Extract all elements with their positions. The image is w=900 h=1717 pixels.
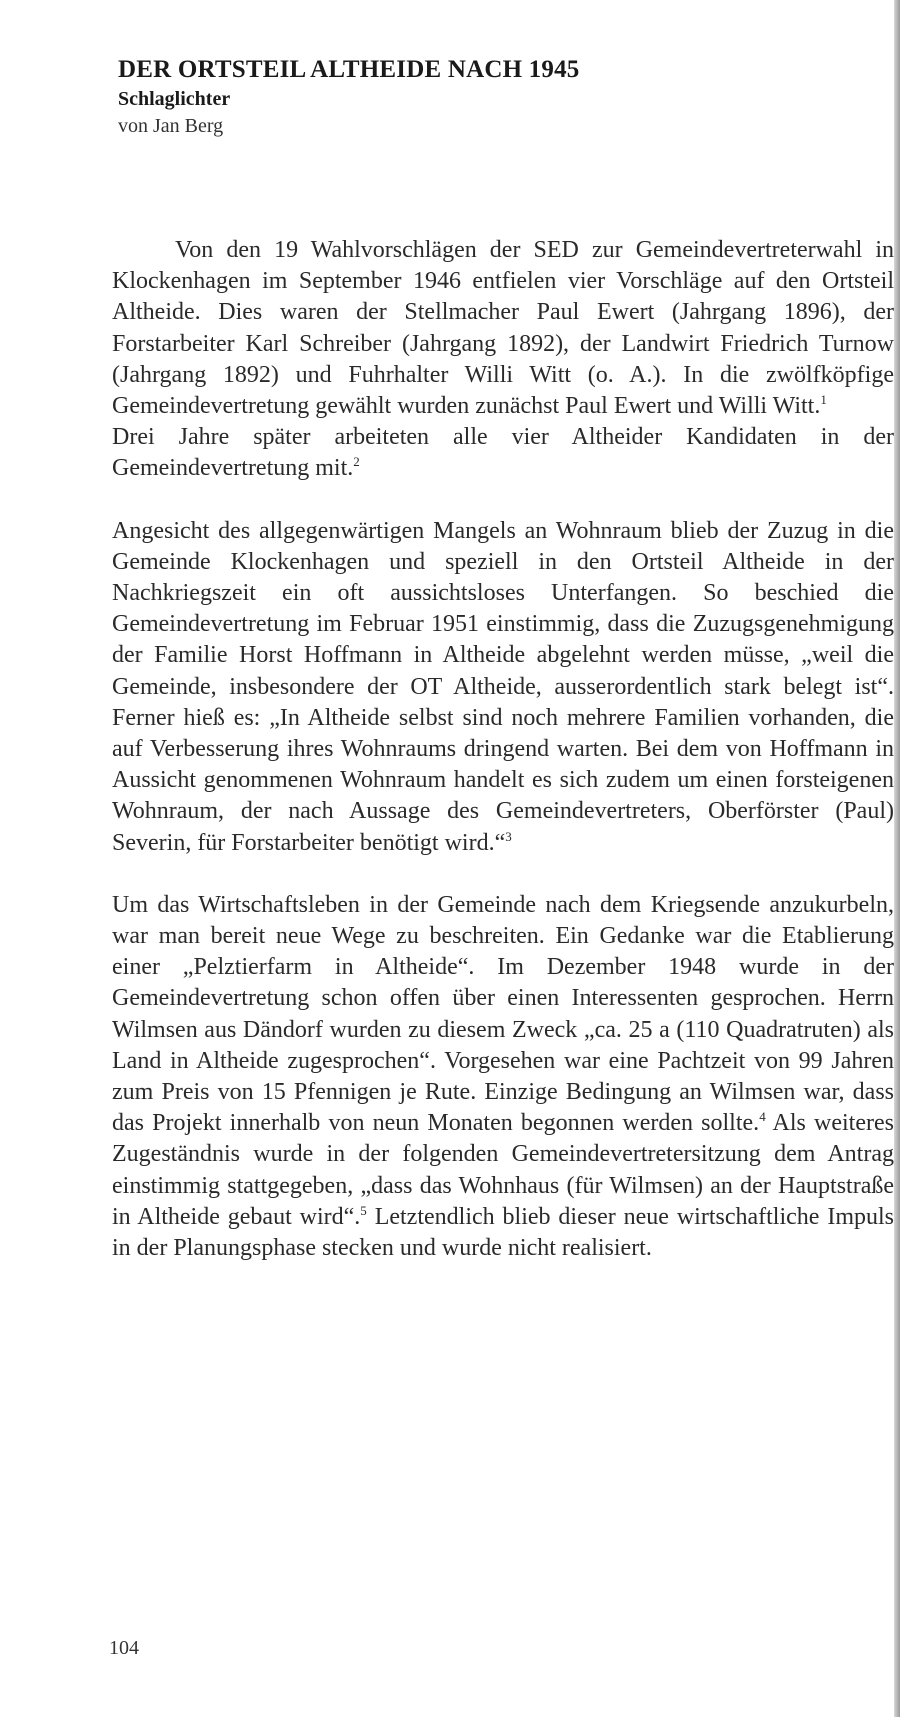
article-body bbox=[112, 235, 894, 1264]
footnote-marker: 5 bbox=[360, 1202, 367, 1218]
paragraph-three-years-later bbox=[112, 422, 894, 484]
page-edge bbox=[894, 0, 900, 1717]
paragraph-text: Angesicht des allgegenwärtigen Mangels an Wohnraum blieb der Zuzug in die Gemeinde Klockenhagen und speziell in den Ortsteil Altheide in der Nachkriegszeit ein oft aussichtsloses Unterfangen. So beschied die Gemeindevertretung im Februar 1951 einstimmig, dass die Zuzugsgenehmigung der Familie Horst Hoffmann in Altheide abgelehnt werden müsse, „weil die Gemeinde, insbesondere der OT Altheide, ausserordentlich stark belegt ist“. Ferner hieß es: „In Altheide selbst sind noch mehrere Familien vorhanden, die auf Verbesserung ihres Wohnraums dringend warten. Bei dem von Hoffmann in Aussicht genommenen Wohnraum handelt es sich zudem um einen forsteigenen Wohnraum, der nach Aussage des Gemeindevertreters, Oberförster (Paul) Severin, für Forstarbeiter benötigt wird.“ bbox=[112, 517, 894, 856]
paragraph-economy bbox=[112, 890, 894, 1264]
article-author: von Jan Berg bbox=[118, 114, 224, 137]
paragraph-text: Als weiteres Zugeständnis wurde in der folgenden Gemeindevertretersitzung dem Antrag einstimmig stattgegeben, „dass das Wohnhaus (für Wilmsen) an der Hauptstraße in Altheide gebaut wird“. bbox=[112, 1110, 894, 1230]
article-header bbox=[118, 54, 818, 138]
paragraph-text: Von den 19 Wahlvorschlägen der SED zur Gemeindevertreterwahl in Klockenhagen im September 1946 entfielen vier Vorschläge auf den Ortsteil Altheide. Dies waren der Stellmacher Paul Ewert (Jahrgang 1896), der Forstarbeiter Karl Schreiber (Jahrgang 1892), der Landwirt Friedrich Turnow (Jahrgang 1892) und Fuhrhalter Willi Witt (o. A.). In die zwölfköpfige Gemeindevertretung gewählt wurden zunächst Paul Ewert und Willi Witt. bbox=[112, 237, 894, 420]
page-number: 104 bbox=[109, 1637, 139, 1659]
paragraph-text: Um das Wirtschaftsleben in der Gemeinde nach dem Kriegsende anzukurbeln, war man bereit neue Wege zu beschreiten. Ein Gedanke war die Etablierung einer „Pelztierfarm in Altheide“. Im Dezember 1948 wurde in der Gemeindevertretung schon offen über einen Interessenten gesprochen. Herrn Wilmsen aus Dändorf wurden zu diesem Zweck „ca. 25 a (110 Quadratruten) als Land in Altheide zugesprochen“. Vorgesehen war eine Pachtzeit von 99 Jahren zum Preis von 15 Pfennigen je Rute. Einzige Bedingung an Wilmsen war, dass das Projekt innerhalb von neun Monaten begonnen werden sollte. bbox=[112, 891, 894, 1137]
footnote-marker: 4 bbox=[759, 1109, 766, 1125]
footnote-marker: 1 bbox=[820, 392, 827, 408]
paragraph-text: Letztendlich blieb dieser neue wirtschaftliche Impuls in der Planungsphase stecken und wurde nicht realisiert. bbox=[112, 1203, 894, 1262]
paragraph-election bbox=[112, 235, 894, 422]
paragraph-text: Drei Jahre später arbeiteten alle vier Altheider Kandidaten in der Gemeindevertretung mit. bbox=[112, 424, 894, 482]
footnote-marker: 3 bbox=[505, 828, 512, 844]
article-subtitle: Schlaglichter bbox=[118, 87, 231, 110]
footnote-marker: 2 bbox=[353, 454, 360, 470]
article-title: DER ORTSTEIL ALTHEIDE NACH 1945 bbox=[118, 56, 580, 83]
paragraph-housing bbox=[112, 516, 894, 859]
